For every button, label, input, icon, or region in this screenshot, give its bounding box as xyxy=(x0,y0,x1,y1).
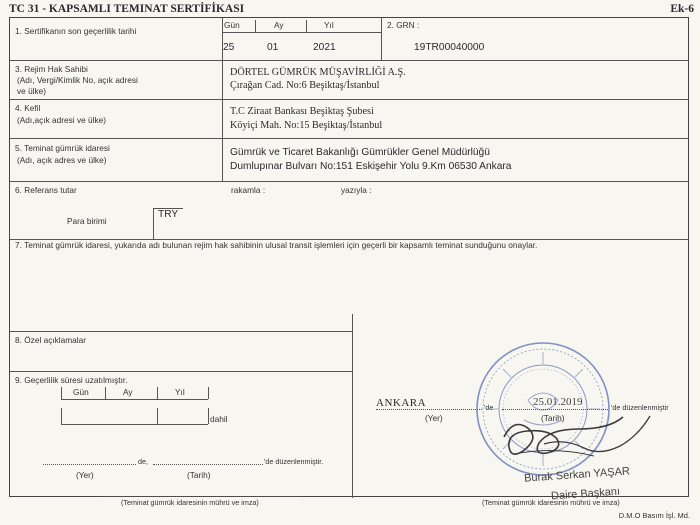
box3-label: ve ülke) xyxy=(17,86,47,96)
box1-month-header: Ay xyxy=(274,20,284,30)
tick xyxy=(157,387,158,399)
principal-address: Çırağan Cad. No:6 Beşiktaş/İstanbul xyxy=(230,80,380,91)
box1-label: 1. Sertifikanın son geçerlilik tarihi xyxy=(15,26,137,36)
tick xyxy=(105,387,106,399)
tick xyxy=(208,387,209,399)
form-code: Ek-6 xyxy=(670,3,694,15)
box1-day: 25 xyxy=(223,42,235,53)
box1-year-header: Yıl xyxy=(324,20,334,30)
issue-place: ANKARA xyxy=(376,397,427,409)
date-header-line xyxy=(222,32,381,33)
grn-value: 19TR00040000 xyxy=(414,42,485,53)
issue-place-label: (Yer) xyxy=(425,413,443,423)
row-divider xyxy=(10,138,688,139)
box9-seal-label: (Teminat gümrük idaresinin mührü ve imza) xyxy=(121,498,259,507)
tick xyxy=(208,408,209,424)
issue-de: 'de xyxy=(484,403,494,412)
signatory-title: Daire Başkanı xyxy=(550,485,621,503)
currency-label: Para birimi xyxy=(67,216,107,226)
date-dots xyxy=(153,464,263,465)
box9-date-label: (Tarih) xyxy=(187,470,211,480)
box9-place-label: (Yer) xyxy=(76,470,94,480)
tick xyxy=(61,408,62,424)
signatory-name: Burak Serkan YAŞAR xyxy=(523,465,631,485)
issue-seal-label: (Teminat gümrük idaresinin mührü ve imza) xyxy=(482,498,620,507)
tick xyxy=(255,20,256,32)
date-header-line xyxy=(61,399,208,400)
office-name: Gümrük ve Ticaret Bakanlığı Gümrükler Genel Müdürlüğü xyxy=(230,147,490,158)
currency-divider xyxy=(153,208,154,239)
tick xyxy=(306,20,307,32)
box5-label: (Adı, açık adres ve ülke) xyxy=(17,155,107,165)
currency-value: TRY xyxy=(158,209,179,220)
seal-dots xyxy=(101,496,301,497)
box3-label: (Adı, Vergi/Kimlik No, açık adresi xyxy=(17,75,138,85)
box6-label: 6. Referans tutar xyxy=(15,185,77,195)
tick xyxy=(157,408,158,424)
issue-issued-on: 'de düzenlenmiştir xyxy=(611,403,669,412)
date-value-line xyxy=(61,424,208,425)
column-divider xyxy=(381,18,382,60)
row-divider xyxy=(10,331,352,332)
row-divider xyxy=(10,181,688,182)
box9-de: de, xyxy=(138,457,148,466)
printer-footer: D.M.O Basım İşl. Md. xyxy=(618,511,690,520)
box7-text: 7. Teminat gümrük idaresi, yukarıda adı bulunan rejim hak sahibinin ulusal transit işlemleri için geçerli bir kapsamlı teminat sunduğunu onaylar. xyxy=(15,240,538,250)
form-title: TC 31 - KAPSAMLI TEMINAT SERTİFİKASI xyxy=(9,3,245,15)
box4-label: (Adı,açık adresi ve ülke) xyxy=(17,115,106,125)
until-label: dahil xyxy=(210,414,228,424)
box4-label: 4. Kefil xyxy=(15,103,41,113)
principal-name: DÖRTEL GÜMRÜK MÜŞAVİRLİĞİ A.Ş. xyxy=(230,67,406,78)
row-divider xyxy=(10,60,688,61)
box9-day-header: Gün xyxy=(73,387,89,397)
box2-label: 2. GRN : xyxy=(387,20,420,30)
tick xyxy=(61,387,62,399)
box8-label: 8. Özel açıklamalar xyxy=(15,335,87,345)
box9-month-header: Ay xyxy=(123,387,133,397)
box1-year: 2021 xyxy=(313,42,336,53)
row-divider xyxy=(10,99,688,100)
issue-place-dots xyxy=(376,409,482,410)
words-label: yazıyla : xyxy=(341,185,372,195)
box3-label: 3. Rejim Hak Sahibi xyxy=(15,64,88,74)
place-dots xyxy=(43,464,136,465)
box5-label: 5. Teminat gümrük idaresi xyxy=(15,143,110,153)
row-divider xyxy=(10,371,352,372)
box9-year-header: Yıl xyxy=(175,387,185,397)
box1-day-header: Gün xyxy=(224,20,240,30)
column-divider xyxy=(352,314,353,498)
issue-date-label: (Tarih) xyxy=(541,413,565,423)
guarantor-address: Köyiçi Mah. No:15 Beşiktaş/İstanbul xyxy=(230,120,383,131)
office-address: Dumlupınar Bulvarı No:151 Eskişehir Yolu 9.Km 06530 Ankara xyxy=(230,161,512,172)
digits-label: rakamla : xyxy=(231,185,266,195)
box1-month: 01 xyxy=(267,42,279,53)
issue-date: 25.01.2019 xyxy=(533,396,583,408)
box9-extended-on: 'de düzenlenmiştir. xyxy=(264,457,324,466)
box9-label: 9. Geçerlilik süresi uzatılmıştır. xyxy=(15,375,128,385)
guarantor-name: T.C Ziraat Bankası Beşiktaş Şubesi xyxy=(230,106,374,117)
